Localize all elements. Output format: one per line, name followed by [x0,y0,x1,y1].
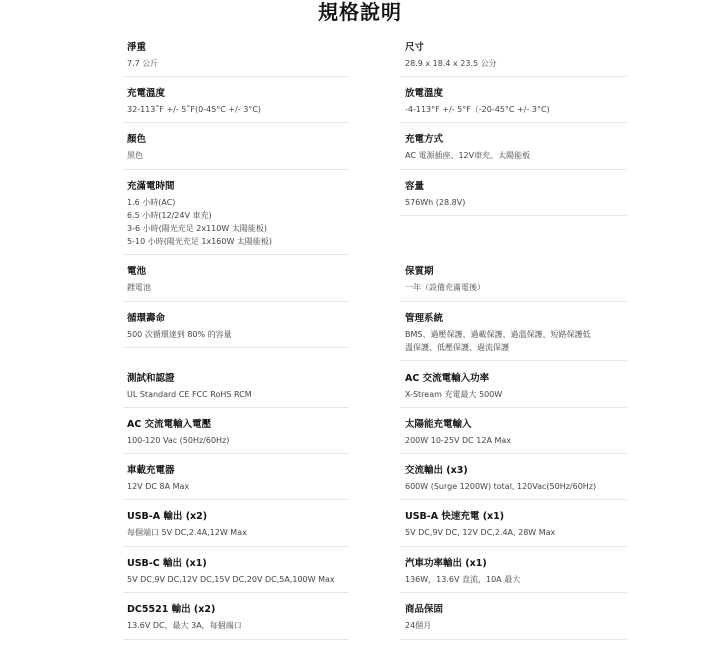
spec-label: 測試和認證 [127,373,175,384]
spec-item [127,42,349,70]
spec-label: 電池 [127,266,147,277]
spec-item [127,465,349,493]
spec-value: 5V DC,9V DC, 12V DC,2.4A, 28W Max [405,528,556,537]
spec-label: 放電溫度 [405,88,444,99]
spec-value: 6.5 小時(12/24V 車充) [127,211,212,220]
spec-value: 7.7 公斤 [127,59,159,68]
spec-item [405,88,627,116]
spec-value: 12V DC 8A Max [127,482,190,491]
spec-item [405,419,627,447]
spec-divider [123,301,349,302]
spec-label: USB-A 快速充電 (x1) [405,511,505,522]
spec-divider [123,76,349,77]
spec-divider [401,360,627,361]
spec-label: USB-A 輸出 (x2) [127,511,208,522]
spec-item [127,88,349,116]
spec-item [127,266,349,294]
spec-divider [123,169,349,170]
spec-item [405,373,627,401]
spec-label: 太陽能充電輸入 [405,419,472,430]
spec-value: 600W (Surge 1200W) total, 120Vac(50Hz/60Hz) [405,482,597,491]
spec-item [405,558,627,586]
spec-item [127,511,349,539]
spec-item [405,181,627,209]
spec-value: 每個端口 5V DC,2.4A,12W Max [127,528,247,537]
spec-value: 溫保護、低壓保護、過流保護 [405,343,509,352]
spec-item [127,373,349,401]
spec-value: 200W 10-25V DC 12A Max [405,436,512,445]
spec-value: 100-120 Vac (50Hz/60Hz) [127,436,230,445]
spec-divider [401,407,627,408]
spec-item [405,465,627,493]
spec-item [127,181,349,248]
spec-divider [401,215,627,216]
spec-item [127,134,349,162]
spec-item [405,42,627,70]
spec-divider [401,592,627,593]
spec-item [127,419,349,447]
spec-item [405,604,627,632]
spec-value: 3-6 小時(陽光充足 2x110W 太陽能板) [127,224,267,233]
spec-label: DC5521 輸出 (x2) [127,604,216,615]
spec-value: UL Standard CE FCC RoHS RCM [127,390,252,399]
spec-divider [401,499,627,500]
spec-value: 576Wh (28.8V) [405,198,466,207]
spec-label: 淨重 [127,42,147,53]
spec-value: 24個月 [405,621,432,630]
spec-label: 顏色 [127,134,147,145]
spec-value: 28.9 x 18.4 x 23.5 公分 [405,59,497,68]
spec-label: 汽車功率輸出 (x1) [405,558,487,569]
spec-divider [123,122,349,123]
spec-value: 一年（設備充滿電後） [405,283,485,292]
spec-value: 黑色 [127,151,143,160]
spec-item [405,511,627,539]
spec-divider [123,453,349,454]
spec-label: 容量 [405,181,425,192]
spec-divider [401,301,627,302]
spec-divider [123,592,349,593]
spec-label: 尺寸 [405,42,425,53]
spec-label: 車載充電器 [127,465,175,476]
spec-divider [123,407,349,408]
spec-divider [123,254,349,255]
spec-label: USB-C 輸出 (x1) [127,558,207,569]
spec-value: -4-113°F +/- 5°F（-20-45°C +/- 3°C) [405,105,550,114]
spec-value: 13.6V DC，最大 3A，每個端口 [127,621,242,630]
spec-divider [401,76,627,77]
spec-divider [123,639,349,640]
spec-label: 保質期 [405,266,434,277]
spec-label: 充滿電時間 [127,181,175,192]
spec-divider [123,347,349,348]
spec-value: 1.6 小時(AC) [127,198,176,207]
spec-item [127,604,349,632]
spec-value: 32-113˚F +/- 5˚F(0-45°C +/- 3°C) [127,105,262,114]
spec-item [405,313,627,354]
spec-divider [401,639,627,640]
spec-divider [123,546,349,547]
spec-item [405,134,627,162]
spec-label: 循環壽命 [127,313,166,324]
spec-item [127,558,349,586]
spec-divider [123,499,349,500]
spec-label: 管理系統 [405,313,444,324]
spec-value: X-Stream 充電最大 500W [405,390,503,399]
page-title: 規格說明 [318,0,402,24]
spec-label: 商品保固 [405,604,444,615]
spec-divider [401,546,627,547]
spec-value: 136W，13.6V 直流，10A 最大 [405,575,521,584]
spec-label: AC 交流電輸入電壓 [127,419,212,430]
spec-value: 5-10 小時(陽光充足 1x160W 太陽能板) [127,237,273,246]
spec-divider [401,122,627,123]
spec-divider [401,453,627,454]
spec-label: 充電溫度 [127,88,166,99]
spec-item [405,266,627,294]
spec-value: AC 電源插座、12V車充、太陽能板 [405,151,531,160]
spec-label: AC 交流電輸入功率 [405,373,490,384]
spec-value: 鋰電池 [127,283,151,292]
spec-divider [401,169,627,170]
spec-value: 5V DC,9V DC,12V DC,15V DC,20V DC,5A,100W Max [127,575,335,584]
spec-item [127,313,349,341]
spec-label: 交流輸出 (x3) [405,465,468,476]
spec-value: 500 次循環達到 80% 的容量 [127,330,232,339]
spec-label: 充電方式 [405,134,444,145]
spec-value: BMS、過壓保護、過載保護、過溫保護、短路保護低 [405,330,591,339]
